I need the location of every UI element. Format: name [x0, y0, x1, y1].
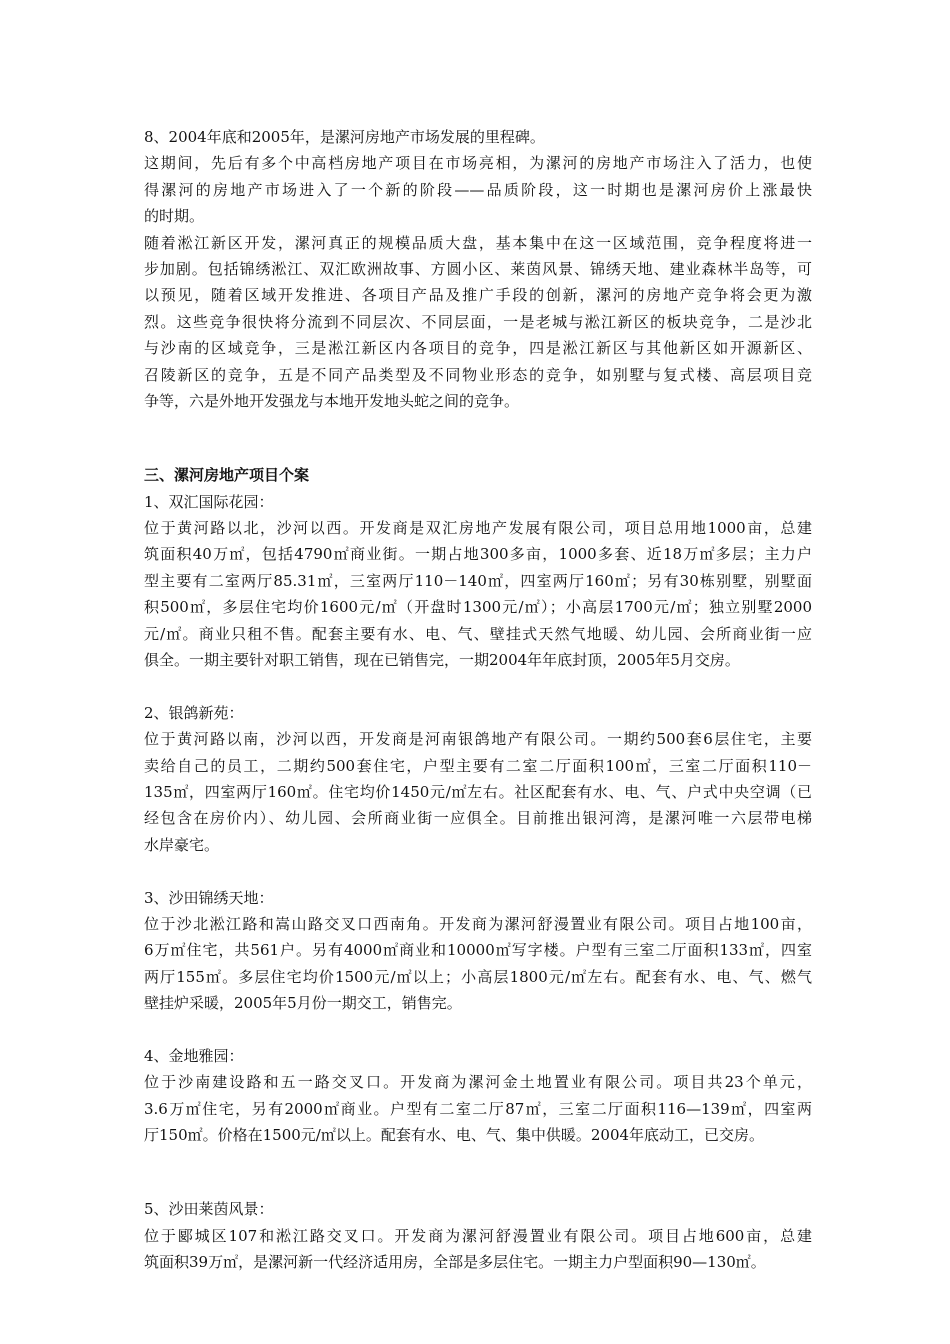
text-line: 位于黄河路以南，沙河以西，开发商是河南银鸽地产有限公司。一期约500套6层住宅，主要	[144, 730, 812, 749]
text-line: 位于沙南建设路和五一路交叉口。开发商为漯河金土地置业有限公司。项目共23个单元，	[144, 1073, 812, 1092]
text-line: 位于郾城区107和淞江路交叉口。开发商为漯河舒漫置业有限公司。项目占地600亩，总建	[144, 1226, 812, 1245]
text-line: 壁挂炉采暖，2005年5月份一期交工，销售完。	[144, 994, 462, 1013]
spacer	[144, 1017, 812, 1043]
intro-paragraph-1	[144, 150, 812, 229]
text-line: 3.6万㎡住宅，另有2000㎡商业。户型有二室二厅87㎡，三室二厅面积116—139㎡，四室两	[144, 1099, 812, 1118]
project-title: 3、沙田锦绣天地：	[144, 888, 274, 907]
text-line: 步加剧。包括锦绣淞江、双汇欧洲故事、方圆小区、莱茵风景、锦绣天地、建业森林半岛等，可	[144, 259, 812, 278]
text-line: 积500㎡，多层住宅均价1600元/㎡（开盘时1300元/㎡）；小高层1700元/㎡；独立别墅2000	[144, 598, 812, 617]
section-heading: 三、漯河房地产项目个案	[144, 466, 310, 485]
text-line: 得漯河的房地产市场进入了一个新的阶段——品质阶段，这一时期也是漯河房价上涨最快	[144, 180, 812, 199]
text-line: 型主要有二室两厅85.31㎡，三室两厅110－140㎡，四室两厅160㎡；另有30栋别墅，别墅面	[144, 571, 812, 590]
document-page	[144, 124, 812, 1276]
project-title: 1、双汇国际花园：	[144, 492, 274, 511]
text-line: 烈。这些竞争很快将分流到不同层次、不同层面，一是老城与淞江新区的板块竞争，二是沙北	[144, 312, 812, 331]
text-line: 俱全。一期主要针对职工销售，现在已销售完，一期2004年年底封顶，2005年5月交房。	[144, 651, 740, 670]
text-line: 元/㎡。商业只租不售。配套主要有水、电、气、壁挂式天然气地暖、幼儿园、会所商业街一应	[144, 624, 812, 643]
spacer	[144, 673, 812, 699]
project-title: 4、金地雅园：	[144, 1046, 244, 1065]
project-2	[144, 700, 812, 858]
text-line: 厅150㎡。价格在1500元/㎡以上。配套有水、电、气、集中供暖。2004年底动工，已交房。	[144, 1126, 765, 1145]
text-line: 位于黄河路以北，沙河以西。开发商是双汇房地产发展有限公司，项目总用地1000亩，总建	[144, 519, 812, 538]
text-line: 筑面积40万㎡，包括4790㎡商业街。一期占地300多亩，1000多套、近18万㎡多层；主力户	[144, 545, 812, 564]
text-line: 位于沙北淞江路和嵩山路交叉口西南角。开发商为漯河舒漫置业有限公司。项目占地100亩，	[144, 914, 812, 933]
spacer	[144, 858, 812, 884]
project-3	[144, 885, 812, 1017]
intro-title: 8、2004年底和2005年，是漯河房地产市场发展的里程碑。	[144, 128, 545, 146]
text-line: 6万㎡住宅，共561户。另有4000㎡商业和10000㎡写字楼。户型有三室二厅面积133㎡，四室	[144, 941, 812, 960]
project-title: 2、银鸽新苑：	[144, 703, 244, 722]
text-line: 筑面积39万㎡，是漯河新一代经济适用房，全部是多层住宅。一期主力户型面积90—130㎡。	[144, 1253, 766, 1272]
project-title: 5、沙田莱茵风景：	[144, 1200, 274, 1219]
intro-paragraph-2	[144, 230, 812, 415]
text-line: 135㎡，四室两厅160㎡。住宅均价1450元/㎡左右。社区配套有水、电、气、户式中央空调（已	[144, 782, 812, 801]
project-5	[144, 1196, 812, 1275]
text-line: 以预见，随着区域开发推进、各项目产品及推广手段的创新，漯河的房地产竞争将会更为激	[144, 286, 812, 305]
project-4	[144, 1043, 812, 1149]
spacer	[144, 414, 812, 462]
project-1	[144, 489, 812, 674]
text-line: 两厅155㎡。多层住宅均价1500元/㎡以上；小高层1800元/㎡左右。配套有水、电、气、燃气	[144, 967, 812, 986]
text-line: 卖给自己的员工，二期约500套住宅，户型主要有二室二厅面积100㎡，三室二厅面积110－	[144, 756, 812, 775]
text-line: 水岸豪宅。	[144, 835, 220, 854]
spacer	[144, 1148, 812, 1196]
text-line: 随着淞江新区开发，漯河真正的规模品质大盘，基本集中在这一区域范围，竞争程度将进一	[144, 233, 812, 252]
text-line: 经包含在房价内）、幼儿园、会所商业街一应俱全。目前推出银河湾，是漯河唯一六层带电梯	[144, 809, 812, 828]
text-line: 的时期。	[144, 207, 205, 226]
text-line: 与沙南的区域竞争，三是淞江新区内各项目的竞争，四是淞江新区与其他新区如开源新区、	[144, 339, 812, 358]
text-line: 争等，六是外地开发强龙与本地开发地头蛇之间的竞争。	[144, 391, 520, 410]
text-line: 召陵新区的竞争，五是不同产品类型及不同物业形态的竞争，如别墅与复式楼、高层项目竞	[144, 365, 812, 384]
text-line: 这期间，先后有多个中高档房地产项目在市场亮相，为漯河的房地产市场注入了活力，也使	[144, 154, 812, 173]
